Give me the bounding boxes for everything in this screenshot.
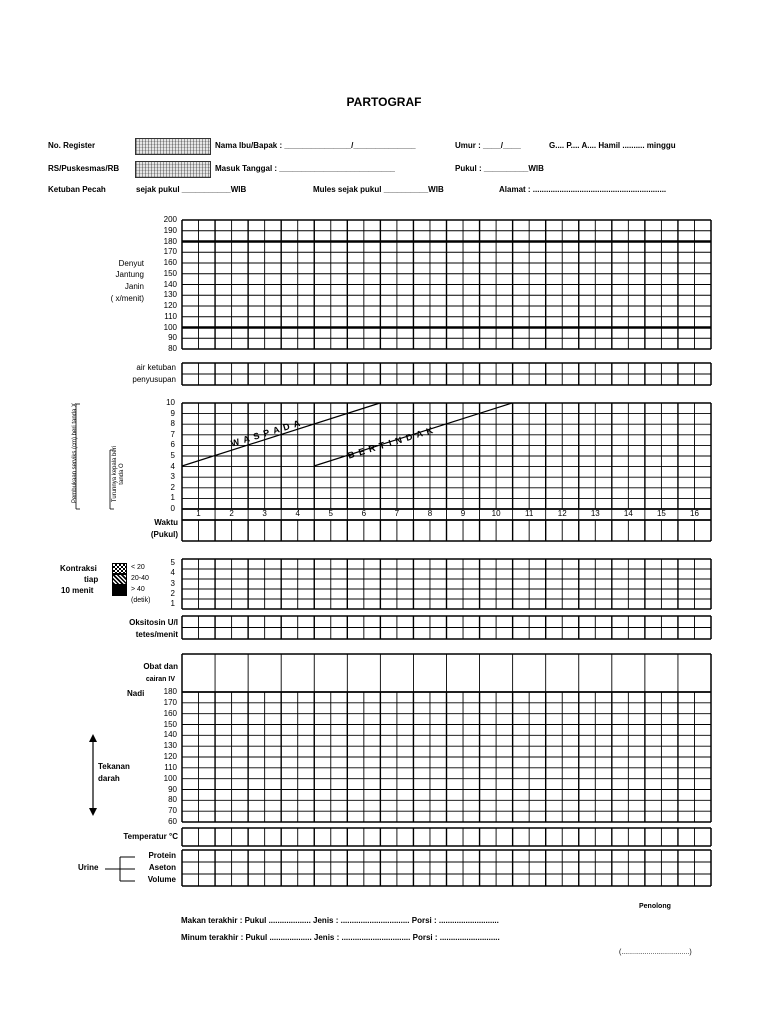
djj-label-2: Jantung: [115, 270, 144, 279]
hour-label: 14: [623, 509, 633, 518]
cervix-tick-label: 2: [170, 482, 175, 492]
djj-tick-label: 80: [168, 344, 177, 353]
hour-label: 12: [557, 509, 567, 518]
nadi-tick-label: 150: [163, 719, 177, 729]
cervix-tick-label: 0: [170, 504, 175, 513]
mules-field[interactable]: Mules sejak pukul __________WIB: [313, 185, 444, 194]
oksitosin-label: Oksitosin U/I: [129, 618, 178, 627]
nadi-tick-label: 180: [163, 687, 177, 696]
djj-label-4: ( x/menit): [110, 294, 144, 303]
hour-label: 6: [361, 509, 367, 518]
pukul-label: (Pukul): [150, 530, 178, 539]
djj-label-1: Denyut: [118, 259, 144, 268]
penolong-signature: (...................................): [619, 949, 692, 956]
hour-label: 11: [525, 509, 534, 518]
nadi-tick-label: 100: [163, 773, 177, 783]
air-ketuban-label: air ketuban: [136, 363, 176, 372]
hour-label: 3: [262, 509, 267, 518]
djj-tick-label: 170: [163, 247, 177, 257]
djj-tick-label: 130: [163, 290, 177, 300]
hour-label: 15: [656, 509, 666, 518]
djj-tick-label: 150: [163, 268, 177, 278]
turunnya-kepala-label: Turunnya kepala beri tanda O: [112, 445, 125, 503]
hour-label: 8: [427, 509, 433, 518]
masuk-tanggal-field[interactable]: Masuk Tanggal : __________________________: [215, 164, 395, 173]
alamat-field[interactable]: Alamat : ............................................................: [499, 185, 667, 194]
kontraksi-tick-label: 5: [170, 558, 175, 567]
legend-gt40: > 40: [131, 586, 145, 593]
nadi-label: Nadi: [127, 689, 145, 698]
darah-label: darah: [98, 774, 120, 783]
cervix-tick-label: 6: [170, 440, 175, 450]
legend-20-40: 20-40: [131, 575, 149, 582]
tekanan-label: Tekanan: [98, 762, 130, 771]
cervix-tick-label: 7: [170, 429, 175, 439]
djj-tick-label: 160: [163, 258, 177, 267]
volume-label: Volume: [147, 875, 176, 884]
urine-label: Urine: [78, 863, 99, 872]
tiap-label: tiap: [84, 575, 99, 584]
penolong-label: Penolong: [639, 903, 671, 910]
cervix-tick-label: 1: [170, 493, 175, 503]
hour-label: 2: [229, 509, 234, 518]
legend-detik: (detik): [131, 597, 151, 604]
makan-terakhir-field[interactable]: Makan terakhir : Pukul ................... Jenis : ............................... Porsi : ...........................: [181, 916, 499, 925]
nadi-tick-label: 140: [163, 730, 177, 740]
cervix-tick-label: 8: [170, 419, 175, 429]
no-register-label: No. Register: [48, 141, 96, 150]
kontraksi-tick-label: 3: [170, 578, 175, 588]
rs-puskesmas-label: RS/Puskesmas/RB: [48, 164, 120, 173]
djj-tick-label: 120: [163, 301, 177, 310]
nadi-tick-label: 60: [168, 817, 177, 826]
djj-tick-label: 90: [168, 333, 177, 343]
kontraksi-tick-label: 1: [170, 599, 175, 608]
djj-tick-label: 190: [163, 225, 177, 235]
minum-terakhir-field[interactable]: Minum terakhir : Pukul ................... Jenis : ............................... Porsi : ...........................: [181, 933, 500, 942]
nadi-tick-label: 130: [163, 741, 177, 751]
hour-label: 1: [196, 509, 201, 518]
pukul-field[interactable]: Pukul : __________WIB: [455, 164, 544, 173]
djj-tick-label: 110: [164, 311, 177, 321]
arrow-up-icon: [89, 734, 97, 742]
umur-field[interactable]: Umur : ____/____: [455, 141, 521, 150]
hour-label: 13: [590, 509, 600, 518]
cervix-tick-label: 5: [170, 451, 175, 460]
nadi-tick-label: 90: [168, 784, 177, 794]
hour-label: 4: [295, 509, 300, 518]
hour-label: 16: [690, 509, 699, 518]
hour-label: 7: [394, 509, 400, 518]
nadi-tick-label: 120: [163, 752, 177, 761]
kontraksi-tick-label: 4: [170, 568, 175, 578]
djj-label-3: Janin: [124, 282, 144, 291]
nadi-tick-label: 110: [164, 762, 177, 772]
legend-lt20: < 20: [131, 564, 145, 571]
nadi-tick-label: 80: [168, 795, 177, 805]
hour-label: 10: [491, 509, 501, 518]
cervix-tick-label: 10: [166, 398, 175, 407]
hour-label: 9: [460, 509, 466, 518]
nama-ibu-field[interactable]: Nama Ibu/Bapak : _______________/______________: [215, 141, 416, 150]
waktu-label: Waktu: [154, 518, 178, 527]
aseton-label: Aseton: [148, 863, 176, 872]
gpa-field[interactable]: G.... P.... A.... Hamil .......... minggu: [549, 141, 676, 150]
temperatur-label: Temperatur °C: [123, 832, 178, 841]
nadi-tick-label: 170: [163, 697, 177, 707]
sejak-pukul-field[interactable]: sejak pukul ___________WIB: [136, 185, 247, 194]
page-title: PARTOGRAF: [346, 95, 422, 109]
cervix-tick-label: 4: [170, 461, 175, 471]
djj-tick-label: 140: [163, 279, 177, 289]
djj-tick-label: 200: [163, 215, 177, 224]
tetes-menit-label: tetes/menit: [135, 630, 178, 639]
ketuban-pecah-label: Ketuban Pecah: [48, 185, 106, 194]
cervix-tick-label: 3: [170, 472, 175, 482]
cairan-iv-label: cairan IV: [145, 676, 175, 683]
bertindak-label: B E R T I N D A K: [346, 424, 436, 461]
protein-label: Protein: [148, 851, 176, 860]
arrow-down-icon: [89, 808, 97, 816]
cervix-tick-label: 9: [170, 408, 175, 418]
nadi-tick-label: 70: [168, 806, 177, 816]
kontraksi-tick-label: 2: [170, 588, 175, 598]
djj-tick-label: 100: [163, 322, 177, 332]
obat-label: Obat dan: [143, 662, 178, 671]
sepuluh-menit-label: 10 menit: [61, 586, 94, 595]
kontraksi-label: Kontraksi: [60, 564, 97, 573]
penyusupan-label: penyusupan: [132, 375, 176, 384]
pembukaan-serviks-label: Pembukaan serviks (cm) beri tanda X: [72, 402, 78, 504]
waspada-label: W A S P A D A: [229, 417, 303, 449]
nadi-tick-label: 160: [163, 708, 177, 718]
hour-label: 5: [328, 509, 333, 518]
djj-tick-label: 180: [163, 236, 177, 246]
